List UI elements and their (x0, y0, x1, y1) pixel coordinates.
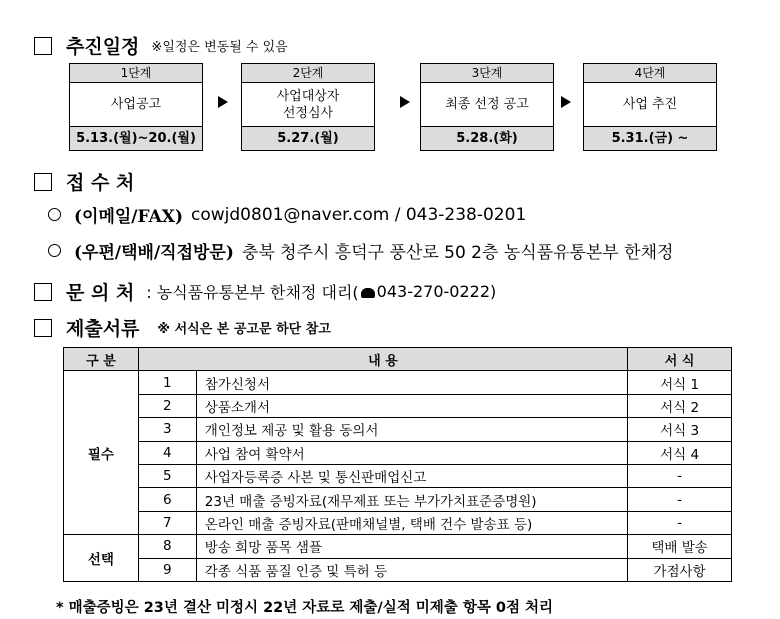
reception-mail-line (48, 238, 673, 263)
row-content: 온라인 매출 증빙자료(판매채널별, 택배 건수 발송표 등) (196, 511, 627, 534)
circle-bullet-icon (48, 244, 61, 257)
row-form: 서식 2 (628, 394, 732, 417)
row-content: 방송 희망 품목 샘플 (196, 535, 627, 558)
checkbox-square-icon (34, 319, 52, 337)
inquiry-text: : 농식품유통본부 한채정 대리( (146, 283, 359, 302)
table-row (64, 535, 732, 558)
documents-table (63, 347, 732, 582)
step-name: 사업대상자 선정심사 (242, 83, 374, 127)
step-label: 1단계 (70, 64, 202, 83)
step-1 (69, 63, 203, 151)
email-value: cowjd0801@naver.com / 043-238-0201 (191, 204, 527, 225)
table-row (64, 371, 732, 394)
circle-bullet-icon (48, 208, 61, 221)
schedule-note: ※일정은 변동될 수 있음 (151, 40, 288, 55)
step-label: 4단계 (584, 64, 716, 83)
row-content: 사업 참여 확약서 (196, 441, 627, 464)
arrow-right-icon (218, 96, 228, 108)
step-name: 최종 선정 공고 (421, 83, 553, 127)
row-content: 참가신청서 (196, 371, 627, 394)
row-number: 1 (138, 371, 196, 394)
step-label: 3단계 (421, 64, 553, 83)
schedule-title: 추진일정 (66, 36, 140, 58)
header-category: 구 분 (64, 348, 139, 371)
row-number: 6 (138, 488, 196, 511)
row-number: 8 (138, 535, 196, 558)
documents-heading (34, 314, 331, 341)
row-form: - (628, 464, 732, 487)
reception-title: 접 수 처 (66, 172, 135, 194)
reception-heading (34, 168, 134, 195)
row-form: 택배 발송 (628, 535, 732, 558)
phone-icon (361, 288, 375, 298)
footnote: * 매출증빙은 23년 결산 미정시 22년 자료로 제출/실적 미제출 항목 0점 처리 (56, 600, 554, 616)
category-cell: 필수 (64, 371, 139, 535)
schedule-heading (34, 32, 288, 59)
step-3 (420, 63, 554, 151)
row-form: 서식 4 (628, 441, 732, 464)
row-form: 서식 1 (628, 371, 732, 394)
row-content: 23년 매출 증빙자료(재무제표 또는 부가가치표준증명원) (196, 488, 627, 511)
inquiry-phone: 043-270-0222) (376, 282, 497, 301)
step-2 (241, 63, 375, 151)
table-row (64, 558, 732, 581)
checkbox-square-icon (34, 283, 52, 301)
row-content: 상품소개서 (196, 394, 627, 417)
row-content: 개인정보 제공 및 활용 동의서 (196, 418, 627, 441)
reception-email-line (48, 202, 526, 227)
step-date: 5.28.(화) (421, 127, 553, 150)
arrow-right-icon (561, 96, 571, 108)
arrow-right-icon (400, 96, 410, 108)
row-form: 가점사항 (628, 558, 732, 581)
row-form: 서식 3 (628, 418, 732, 441)
step-date: 5.27.(월) (242, 127, 374, 150)
step-4 (583, 63, 717, 151)
step-name: 사업공고 (70, 83, 202, 127)
inquiry-heading (34, 278, 496, 305)
row-number: 7 (138, 511, 196, 534)
table-row (64, 464, 732, 487)
step-name: 사업 추진 (584, 83, 716, 127)
row-number: 4 (138, 441, 196, 464)
step-date: 5.31.(금) ~ (584, 127, 716, 150)
email-label: (이메일/FAX) (74, 207, 184, 227)
table-header-row (64, 348, 732, 371)
mail-value: 충북 청주시 흥덕구 풍산로 50 2층 농식품유통본부 한채정 (241, 243, 674, 263)
table-row (64, 394, 732, 417)
row-number: 5 (138, 464, 196, 487)
row-form: - (628, 511, 732, 534)
row-form: - (628, 488, 732, 511)
table-row (64, 441, 732, 464)
category-cell: 선택 (64, 535, 139, 582)
row-number: 3 (138, 418, 196, 441)
row-number: 9 (138, 558, 196, 581)
table-row (64, 511, 732, 534)
documents-title: 제출서류 (66, 318, 140, 340)
documents-note: ※ 서식은 본 공고문 하단 참고 (157, 322, 331, 337)
row-content: 사업자등록증 사본 및 통신판매업신고 (196, 464, 627, 487)
inquiry-title: 문 의 처 (66, 282, 135, 304)
table-row (64, 488, 732, 511)
row-number: 2 (138, 394, 196, 417)
header-form: 서 식 (628, 348, 732, 371)
row-content: 각종 식품 품질 인증 및 특허 등 (196, 558, 627, 581)
table-row (64, 418, 732, 441)
mail-label: (우편/택배/직접방문) (74, 243, 234, 263)
checkbox-square-icon (34, 37, 52, 55)
header-content: 내 용 (138, 348, 627, 371)
checkbox-square-icon (34, 173, 52, 191)
step-label: 2단계 (242, 64, 374, 83)
step-date: 5.13.(월)~20.(월) (70, 127, 202, 150)
